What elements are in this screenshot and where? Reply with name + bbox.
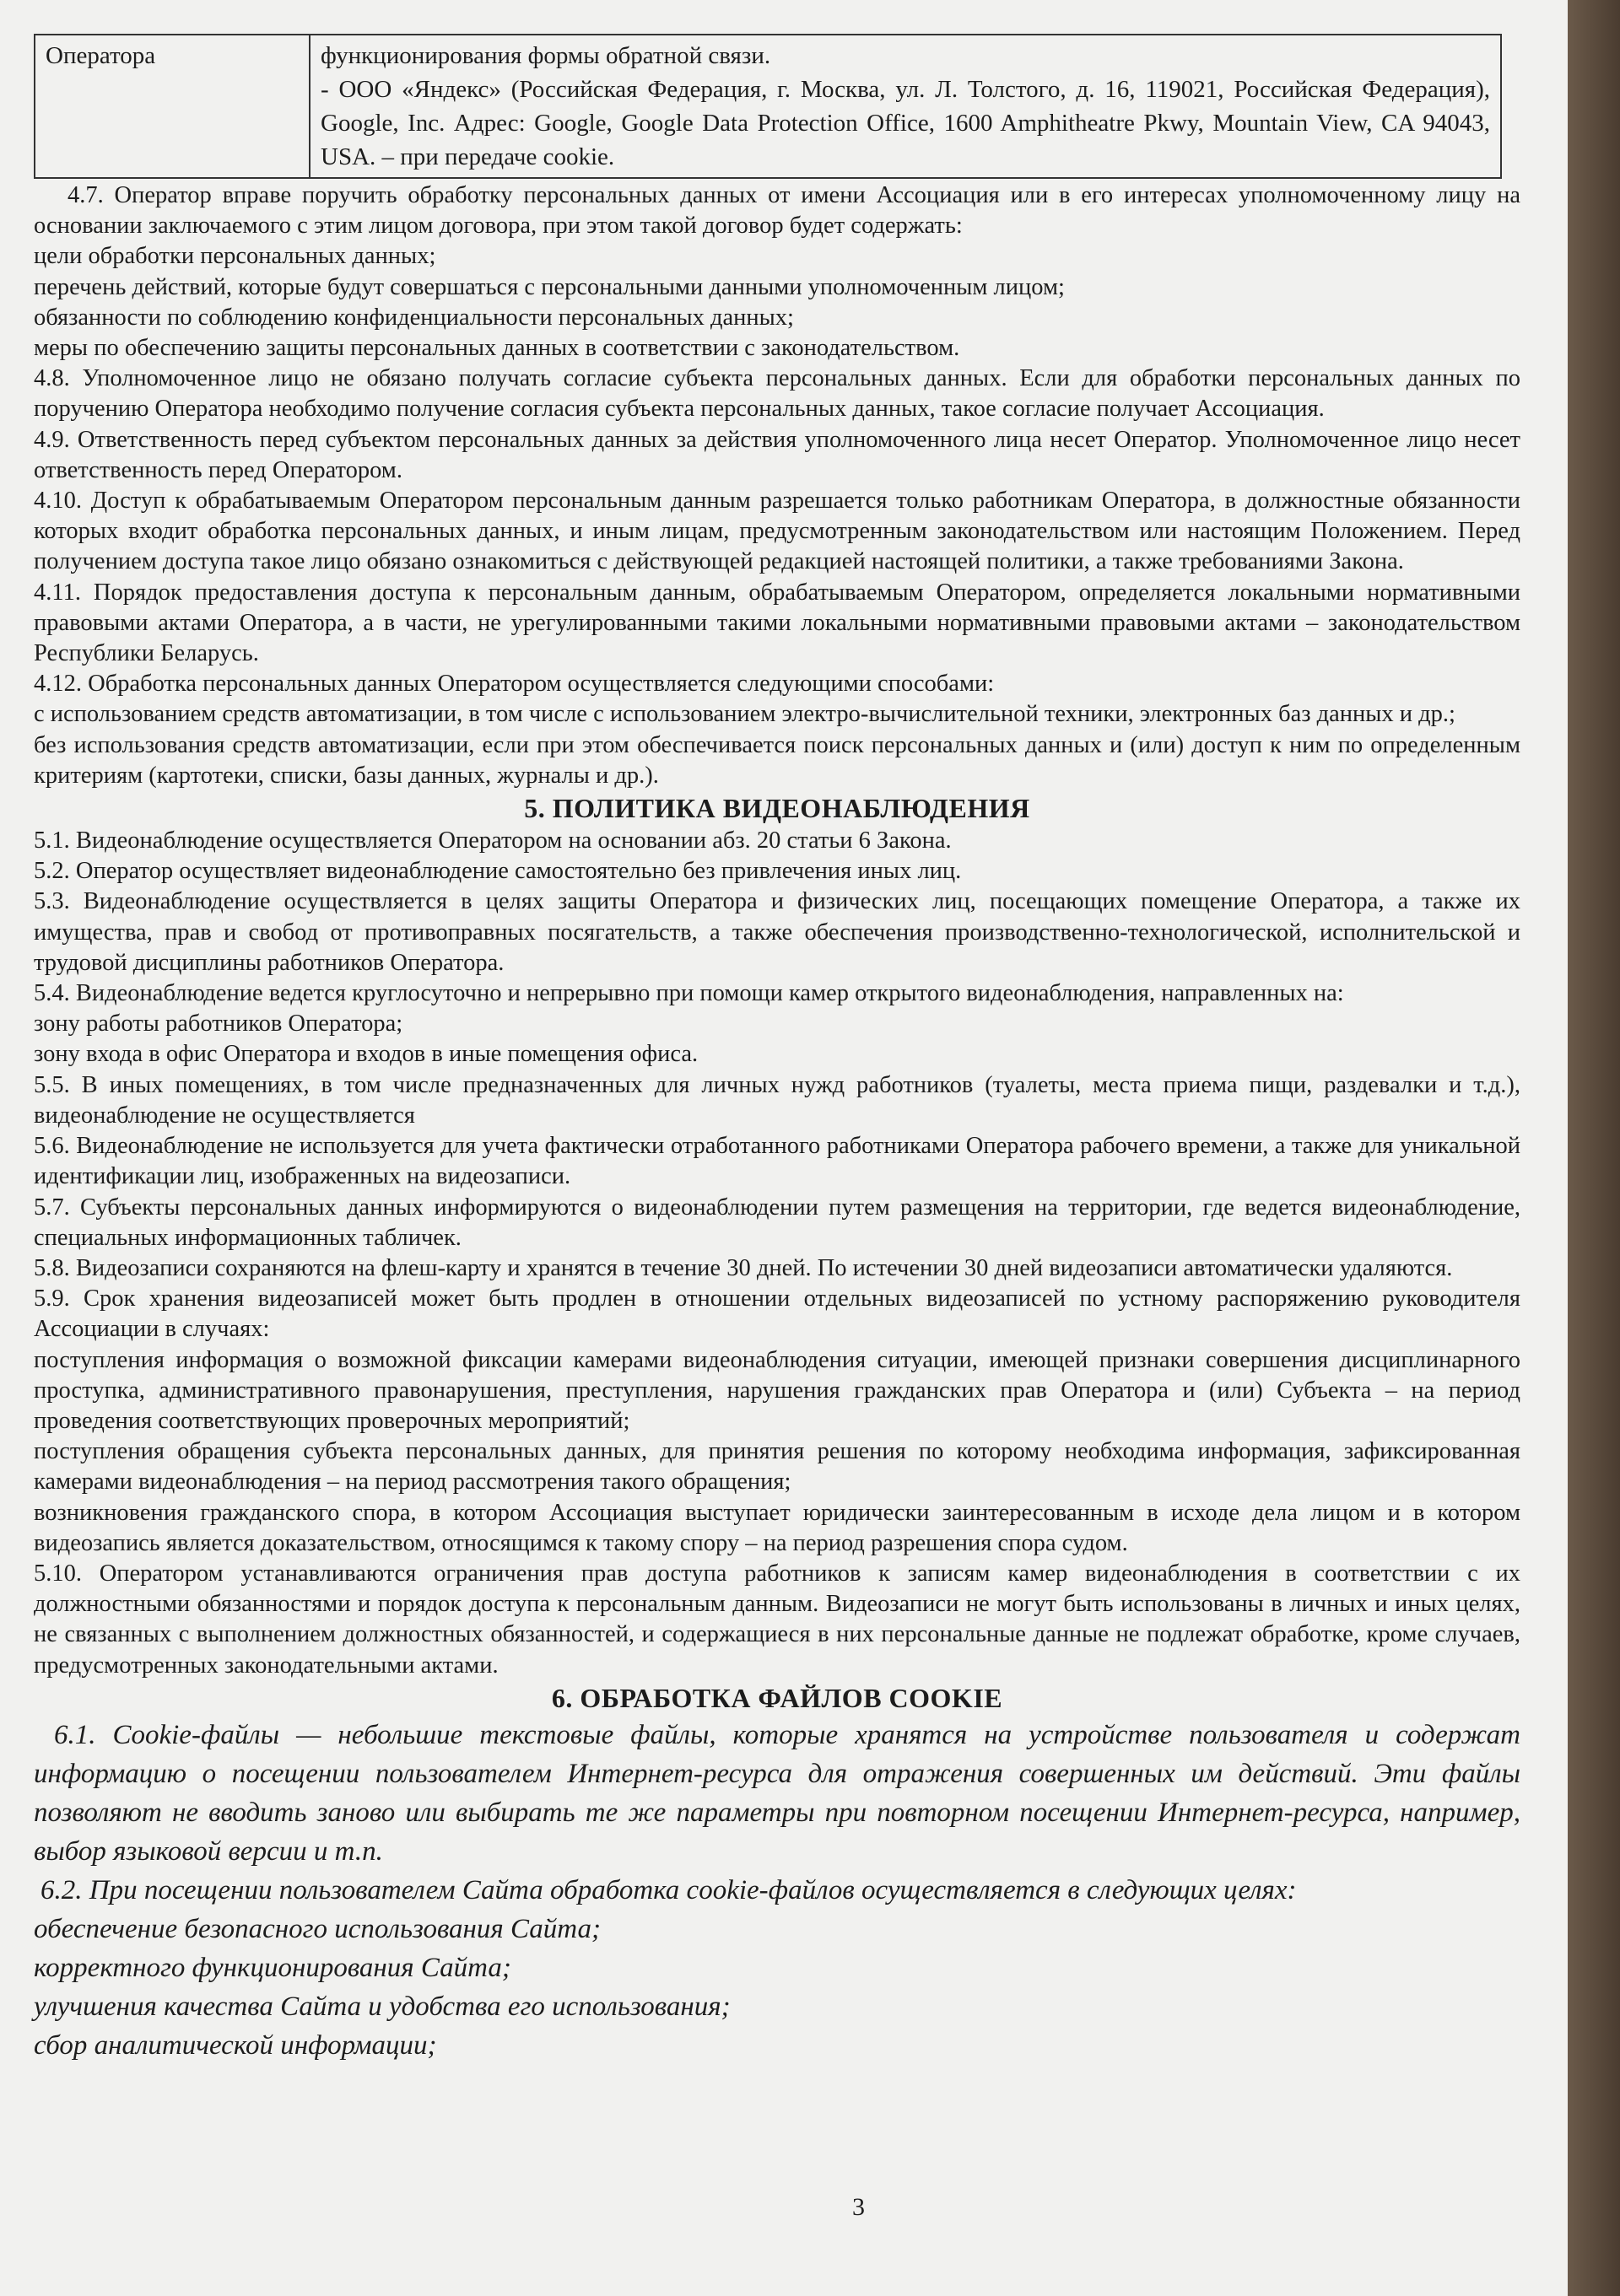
table-cell-right xyxy=(310,35,1501,178)
section-5-title: 5. ПОЛИТИКА ВИДЕОНАБЛЮДЕНИЯ xyxy=(524,793,1030,824)
section-4-body xyxy=(34,181,1520,791)
paragraph: 5.1. Видеонаблюдение осуществляется Оператором на основании абз. 20 статьи 6 Закона. xyxy=(34,827,952,854)
paragraph: 5.5. В иных помещениях, в том числе предназначенных для личных нужд работников (туалеты, места приема пищи, раздевалки и т.д.), видеонаблюдение не осуществляется xyxy=(34,1071,1520,1129)
section-5-body xyxy=(34,826,1520,1681)
paragraph: 4.9. Ответственность перед субъектом персональных данных за действия уполномоченного лица несет Оператор. Уполномоченное лицо несет ответственность перед Оператором. xyxy=(34,426,1520,483)
list-item: улучшения качества Сайта и удобства его использования; xyxy=(34,1991,731,2022)
list-item: цели обработки персональных данных; xyxy=(34,243,436,270)
paragraph: 5.4. Видеонаблюдение ведется круглосуточно и непрерывно при помощи камер открытого видеонаблюдения, направленных на: xyxy=(34,980,1344,1007)
section-6-title: 6. ОБРАБОТКА ФАЙЛОВ COOKIE xyxy=(551,1682,1003,1713)
paragraph: 5.10. Оператором устанавливаются ограничения прав доступа работников к записям камер видеонаблюдения в соответствии с их должностными обязанностями и порядок доступа к персональным данным. Видеозаписи не могут быть использованы в личных и иных целях, не связанных с выполнением должностных обязанностей, и содержащиеся в них персональные данные не подлежат обработке, кроме случаев, предусмотренных законодательными актами. xyxy=(34,1560,1520,1679)
list-item: зону работы работников Оператора; xyxy=(34,1011,403,1038)
table-cell-line: - ООО «Яндекс» (Российская Федерация, г. Москва, ул. Л. Толстого, д. 16, 119021, Российская Федерация), Google, Inc. Адрес: Google, Google Data Protection Office, 1600 Amphitheatre Pkwy, Mountain View, CA 94043, USA. – при передаче cookie. xyxy=(321,76,1490,170)
data-table xyxy=(34,34,1502,179)
paragraph: 5.2. Оператор осуществляет видеонаблюдение самостоятельно без привлечения иных лиц. xyxy=(34,858,962,885)
table-cell-left: Оператора xyxy=(35,35,310,178)
list-item: поступления обращения субъекта персональных данных, для принятия решения по которому необходима информация, зафиксированная камерами видеонаблюдения – на период рассмотрения такого обращения; xyxy=(34,1438,1520,1496)
list-item: без использования средств автоматизации, если при этом обеспечивается поиск персональных данных и (или) доступ к ним по определенным критериям (картотеки, списки, базы данных, журналы и др.). xyxy=(34,731,1520,789)
paragraph: 4.7. Оператор вправе поручить обработку персональных данных от имени Ассоциация или в его интересах уполномоченному лицу на основании заключаемого с этим лицом договора, при этом такой договор будет содержать: xyxy=(34,182,1520,240)
list-item: возникновения гражданского спора, в котором Ассоциация выступает юридически заинтересованным в исходе дела лицом и в котором видеозапись является доказательством, относящимся к такому спору – на период разрешения спора судом. xyxy=(34,1499,1520,1556)
paragraph: 5.6. Видеонаблюдение не используется для учета фактически отработанного работниками Оператора рабочего времени, а также для уникальной идентификации лиц, изображенных на видеозаписи. xyxy=(34,1133,1520,1190)
list-item: сбор аналитической информации; xyxy=(34,2029,437,2061)
list-item: зону входа в офис Оператора и входов в иные помещения офиса. xyxy=(34,1041,699,1068)
list-item: меры по обеспечению защиты персональных данных в соответствии с законодательством. xyxy=(34,335,960,362)
list-item: перечень действий, которые будут совершаться с персональными данными уполномоченным лицом; xyxy=(34,273,1065,300)
list-item: поступления информация о возможной фиксации камерами видеонаблюдения ситуации, имеющей признаки совершения дисциплинарного проступка, административного правонарушения, преступления, нарушения гражданских прав Оператора и (или) Субъекта – на период проведения соответствующих проверочных мероприятий; xyxy=(34,1346,1520,1434)
paragraph: 5.8. Видеозаписи сохраняются на флеш-карту и хранятся в течение 30 дней. По истечении 30 дней видеозаписи автоматически удаляются. xyxy=(34,1254,1453,1281)
paragraph: 4.8. Уполномоченное лицо не обязано получать согласие субъекта персональных данных. Если для обработки персональных данных по поручению Оператора необходимо получение согласия субъекта персональных данных, такое согласие получает Ассоциация. xyxy=(34,365,1520,423)
paragraph: 6.2. При посещении пользователем Сайта обработка cookie-файлов осуществляется в следующих целях: xyxy=(40,1874,1297,1905)
paragraph: 4.12. Обработка персональных данных Оператором осуществляется следующими способами: xyxy=(34,671,995,698)
paragraph: 5.3. Видеонаблюдение осуществляется в целях защиты Оператора и физических лиц, посещающих помещение Оператора, а также их имущества, прав и свобод от противоправных посягательств, а также обеспечения производственно-технологической, исполнительской и трудовой дисциплины работников Оператора. xyxy=(34,888,1520,976)
list-item: корректного функционирования Сайта; xyxy=(34,1952,511,1983)
paragraph: 5.9. Срок хранения видеозаписей может быть продлен в отношении отдельных видеозаписей по устному распоряжению руководителя Ассоциации в случаях: xyxy=(34,1285,1520,1343)
list-item: обязанности по соблюдению конфиденциальности персональных данных; xyxy=(34,304,794,331)
table-row xyxy=(35,35,1501,178)
paragraph: 4.11. Порядок предоставления доступа к персональным данным, обрабатываемым Оператором, определяется локальными нормативными правовыми актами Оператора, а в части, не урегулированными такими локальными нормативными правовыми актами – законодательством Республики Беларусь. xyxy=(34,579,1520,667)
paragraph: 4.10. Доступ к обрабатываемым Оператором персональным данным разрешается только работникам Оператора, в должностные обязанности которых входит обработка персональных данных, и иным лицам, предусмотренным законодательством или настоящим Положением. Перед получением доступа такое лицо обязано ознакомиться с действующей редакцией настоящей политики, а также требованиями Закона. xyxy=(34,488,1520,575)
list-item: обеспечение безопасного использования Сайта; xyxy=(34,1913,601,1944)
page-number: 3 xyxy=(852,2193,865,2221)
section-6-body xyxy=(34,1716,1520,2065)
list-item: с использованием средств автоматизации, в том числе с использованием электро-вычислительной техники, электронных баз данных и др.; xyxy=(34,701,1455,728)
paragraph: 6.1. Cookie-файлы — небольшие текстовые файлы, которые хранятся на устройстве пользователя и содержат информацию о посещении пользователем Интернет-ресурса для отражения совершенных им действий. Эти файлы позволяют не вводить заново или выбирать те же параметры при повторном посещении Интернет-ресурса, например, выбор языковой версии и т.п. xyxy=(34,1719,1520,1867)
paragraph: 5.7. Субъекты персональных данных информируются о видеонаблюдении путем размещения на территории, где ведется видеонаблюдение, специальных информационных табличек. xyxy=(34,1194,1520,1251)
background-edge xyxy=(1568,0,1620,2296)
table-cell-line: функционирования формы обратной связи. xyxy=(321,42,771,69)
